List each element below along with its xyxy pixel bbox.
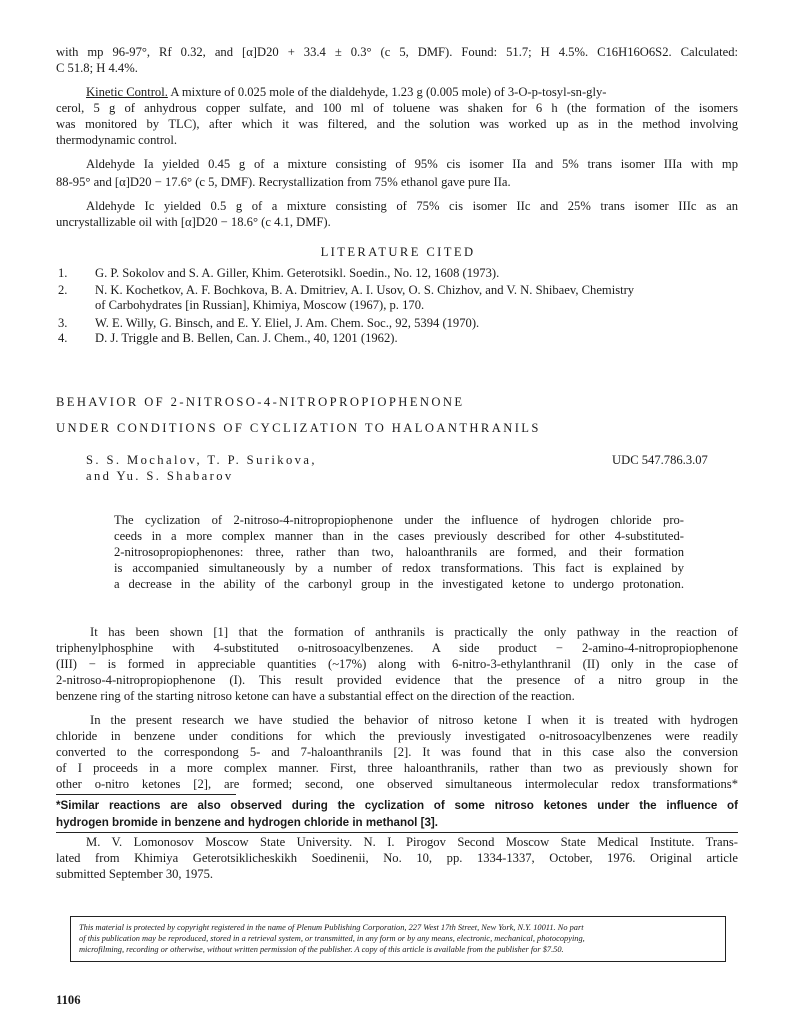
abstract-line-3: 2-nitrosopropiophenones: three, rather than two, haloanthranils are formed, and their formation <box>114 545 684 559</box>
abstract-line-5: a decrease in the ability of the carbonyl group in the investigated ketone to undergo protonation. <box>114 577 684 591</box>
reference-2-text-continued: of Carbohydrates [in Russian], Khimiya, Moscow (1967), p. 170. <box>95 298 425 312</box>
literature-cited-heading: LITERATURE CITED <box>320 245 476 259</box>
aldehyde-ic-line-1: Aldehyde Ic yielded 0.5 g of a mixture consisting of 75% cis isomer IIc and 25% trans isomer IIIc as an <box>86 199 738 213</box>
reference-1 <box>58 266 738 281</box>
kinetic-control-heading: Kinetic Control. <box>86 85 168 99</box>
abstract-line-2: ceeds in a more complex manner than in the cases previously described for other 4-substituted- <box>114 529 684 543</box>
authors-line-2: and Yu. S. Shabarov <box>86 469 234 483</box>
reference-4-text: D. J. Triggle and B. Bellen, Can. J. Chem., 40, 1201 (1962). <box>95 331 398 345</box>
footnote-rule <box>56 794 236 795</box>
reference-3-number: 3. <box>58 316 68 330</box>
affiliation-line-1: M. V. Lomonosov Moscow State University. N. I. Pirogov Second Moscow State Medical Institute. Trans- <box>86 835 738 849</box>
body-p2-line-1: In the present research we have studied the behavior of nitroso ketone I when it is treated with hydrogen <box>90 713 738 727</box>
affiliation-line-3: submitted September 30, 1975. <box>56 867 214 881</box>
article-title-line-2: UNDER CONDITIONS OF CYCLIZATION TO HALOANTHRANILS <box>56 421 541 435</box>
body-p1-line-4: 2-nitroso-4-nitropropiophenone (I). This result provided evidence that the presence of a nitro group in the <box>56 673 738 687</box>
reference-4 <box>58 331 738 346</box>
footnote-line-2: hydrogen bromide in benzene and hydrogen chloride in methanol [3]. <box>56 816 438 829</box>
body-p1-line-1: It has been shown [1] that the formation of anthranils is practically the only pathway in the reaction of <box>90 625 738 639</box>
body-p1-line-2: triphenylphosphine with 4-substituted o-nitrosoacylbenzenes. A side product − 2-amino-4-nitropropiophenone <box>56 641 738 655</box>
reference-2 <box>58 283 738 313</box>
affiliation-line-2: lated from Khimiya Geterotsiklicheskikh Soedinenii, No. 10, pp. 1334-1337, October, 1976. Original article <box>56 851 738 865</box>
article-title-line-1: BEHAVIOR OF 2-NITROSO-4-NITROPROPIOPHENONE <box>56 395 465 409</box>
aldehyde-ic-line-2: uncrystallizable oil with [α]D20 − 18.6° (c 4.1, DMF). <box>56 215 331 229</box>
copyright-line-1: This material is protected by copyright registered in the name of Plenum Publishing Corporation, 227 West 17th Street, New York, N.Y. 10011. No part <box>79 923 584 932</box>
copyright-line-2: of this publication may be reproduced, stored in a retrieval system, or transmitted, in any form or by any means, electronic, mechanical, photocopying, <box>79 934 585 943</box>
abstract-line-1: The cyclization of 2-nitroso-4-nitropropiophenone under the influence of hydrogen chloride pro- <box>114 513 684 527</box>
body-p2-line-2: chloride in benzene under conditions for which the previously investigated o-nitrosoacylbenzenes were readily <box>56 729 738 743</box>
kinetic-control-line-3: was monitored by TLC), after which it was filtered, and the solution was worked up as in the method involving <box>56 117 738 131</box>
reference-2-text: N. K. Kochetkov, A. F. Bochkova, B. A. Dmitriev, A. I. Usov, O. S. Chizhov, and V. N. Shibaev, Chemistry <box>95 283 635 297</box>
reference-4-number: 4. <box>58 331 68 345</box>
copyright-notice-box <box>70 916 726 962</box>
reference-1-text: G. P. Sokolov and S. A. Giller, Khim. Geterotsikl. Soedin., No. 12, 1608 (1973). <box>95 266 500 280</box>
page-number: 1106 <box>56 993 81 1007</box>
reference-3-text: W. E. Willy, G. Binsch, and E. Y. Eliel, J. Am. Chem. Soc., 92, 5394 (1970). <box>95 316 480 330</box>
kinetic-control-line-2: cerol, 5 g of anhydrous copper sulfate, and 100 ml of toluene was shaken for 6 h (the formation of the isomers <box>56 101 738 115</box>
body-p2-line-5: other o-nitro ketones [2], are formed; second, one observed simultaneous intermolecular redox transformations* <box>56 777 738 791</box>
reference-1-number: 1. <box>58 266 68 280</box>
top-paragraph-line-1: with mp 96-97°, Rf 0.32, and [α]D20 + 33.4 ± 0.3° (c 5, DMF). Found: 51.7; H 4.5%. C16H16O6S2. Calculated: <box>56 45 738 59</box>
affiliation-rule <box>56 832 738 833</box>
udc-code: UDC 547.786.3.07 <box>612 453 708 467</box>
kinetic-control-text: A mixture of 0.025 mole of the dialdehyde, 1.23 g (0.005 mole) of 3-O-p-tosyl-sn-gly- <box>167 85 607 99</box>
reference-3 <box>58 316 738 331</box>
abstract-line-4: is accompanied simultaneously by a number of redox transformations. This fact is explained by <box>114 561 684 575</box>
reference-2-number: 2. <box>58 283 68 297</box>
footnote-line-1: *Similar reactions are also observed during the cyclization of some nitroso ketones under the influence of <box>56 799 738 812</box>
aldehyde-ia-line-1: Aldehyde Ia yielded 0.45 g of a mixture consisting of 95% cis isomer IIa and 5% trans isomer IIIa with mp <box>86 157 738 171</box>
top-paragraph-line-2: C 51.8; H 4.4%. <box>56 61 138 75</box>
body-p2-line-3: converted to the correspondong 5- and 7-haloanthranils [2]. It was found that in this case also the conversion <box>56 745 738 759</box>
body-p2-line-4: of I proceeds in a more complex manner. First, three haloanthranils, rather than two as previously shown for <box>56 761 738 775</box>
authors-line-1: S. S. Mochalov, T. P. Surikova, <box>86 453 317 467</box>
aldehyde-ia-line-2: 88-95° and [α]D20 − 17.6° (c 5, DMF). Recrystallization from 75% ethanol gave pure IIa. <box>56 175 511 189</box>
kinetic-control-line-1 <box>86 84 606 100</box>
copyright-line-3: microfilming, recording or otherwise, without written permission of the publisher. A copy of this article is available from the publisher for $7.50. <box>79 945 564 954</box>
body-p1-line-3: (III) − is formed in appreciable quantities (~17%) along with 6-nitro-3-ethylanthranil (II) only in the case of <box>56 657 738 671</box>
kinetic-control-line-4: thermodynamic control. <box>56 133 178 147</box>
body-p1-line-5: benzene ring of the starting nitroso ketone can have a substantial effect on the direction of the reaction. <box>56 689 575 703</box>
